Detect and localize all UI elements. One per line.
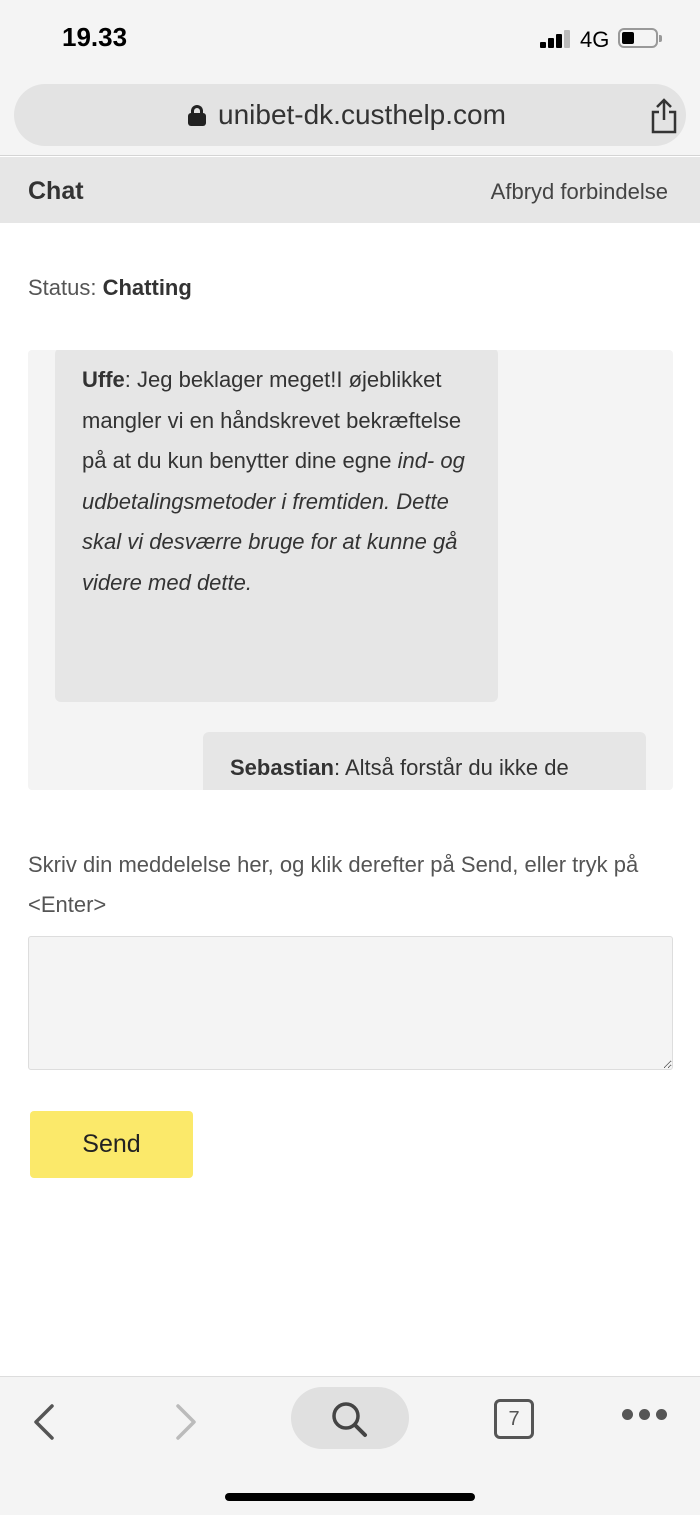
composer-hint: Skriv din meddelelse her, og klik derefter på Send, eller tryk på <Enter> xyxy=(28,852,639,917)
battery-icon xyxy=(618,28,658,48)
browser-address-area xyxy=(0,76,700,156)
chat-transcript[interactable] xyxy=(28,350,673,790)
page-title: Chat xyxy=(28,177,84,205)
chat-header xyxy=(0,157,700,223)
send-button[interactable]: Send xyxy=(30,1111,193,1178)
tabs-button[interactable]: 7 xyxy=(494,1399,534,1439)
search-button[interactable] xyxy=(291,1387,409,1449)
status-label: Status: xyxy=(28,275,97,300)
chat-message-user xyxy=(203,732,646,790)
back-icon[interactable] xyxy=(30,1402,60,1442)
address-bar[interactable] xyxy=(14,84,686,146)
status-value: Chatting xyxy=(102,275,192,300)
forward-icon[interactable] xyxy=(170,1402,200,1442)
message-sender: Sebastian xyxy=(230,755,334,780)
chat-message-agent xyxy=(55,350,498,702)
signal-icon xyxy=(540,30,574,48)
lock-icon xyxy=(188,105,206,125)
message-sender: Uffe xyxy=(82,367,125,392)
url-text[interactable]: unibet-dk.custhelp.com xyxy=(218,99,506,130)
network-type: 4G xyxy=(580,27,610,52)
status-bar xyxy=(0,0,700,76)
message-text: : Jeg beklager meget!I øjeblikket mangler vi en håndskrevet bekræftelse på at du kun benytter dine egne xyxy=(82,367,462,473)
share-icon[interactable] xyxy=(650,98,678,134)
browser-toolbar xyxy=(0,1376,700,1515)
disconnect-link[interactable]: Afbryd forbindelse xyxy=(490,179,668,204)
more-icon[interactable] xyxy=(622,1409,668,1421)
message-text: : Altså forstår du ikke de xyxy=(333,755,569,780)
message-input[interactable] xyxy=(28,936,673,1070)
status-time: 19.33 xyxy=(62,22,128,52)
message-text-italic: ind- og udbetalingsmetoder i fremtiden. Dette skal vi desværre bruge for at kunne gå videre med dette. xyxy=(82,448,465,595)
chat-status xyxy=(28,275,192,301)
home-indicator xyxy=(225,1493,475,1501)
search-icon xyxy=(329,1399,369,1439)
